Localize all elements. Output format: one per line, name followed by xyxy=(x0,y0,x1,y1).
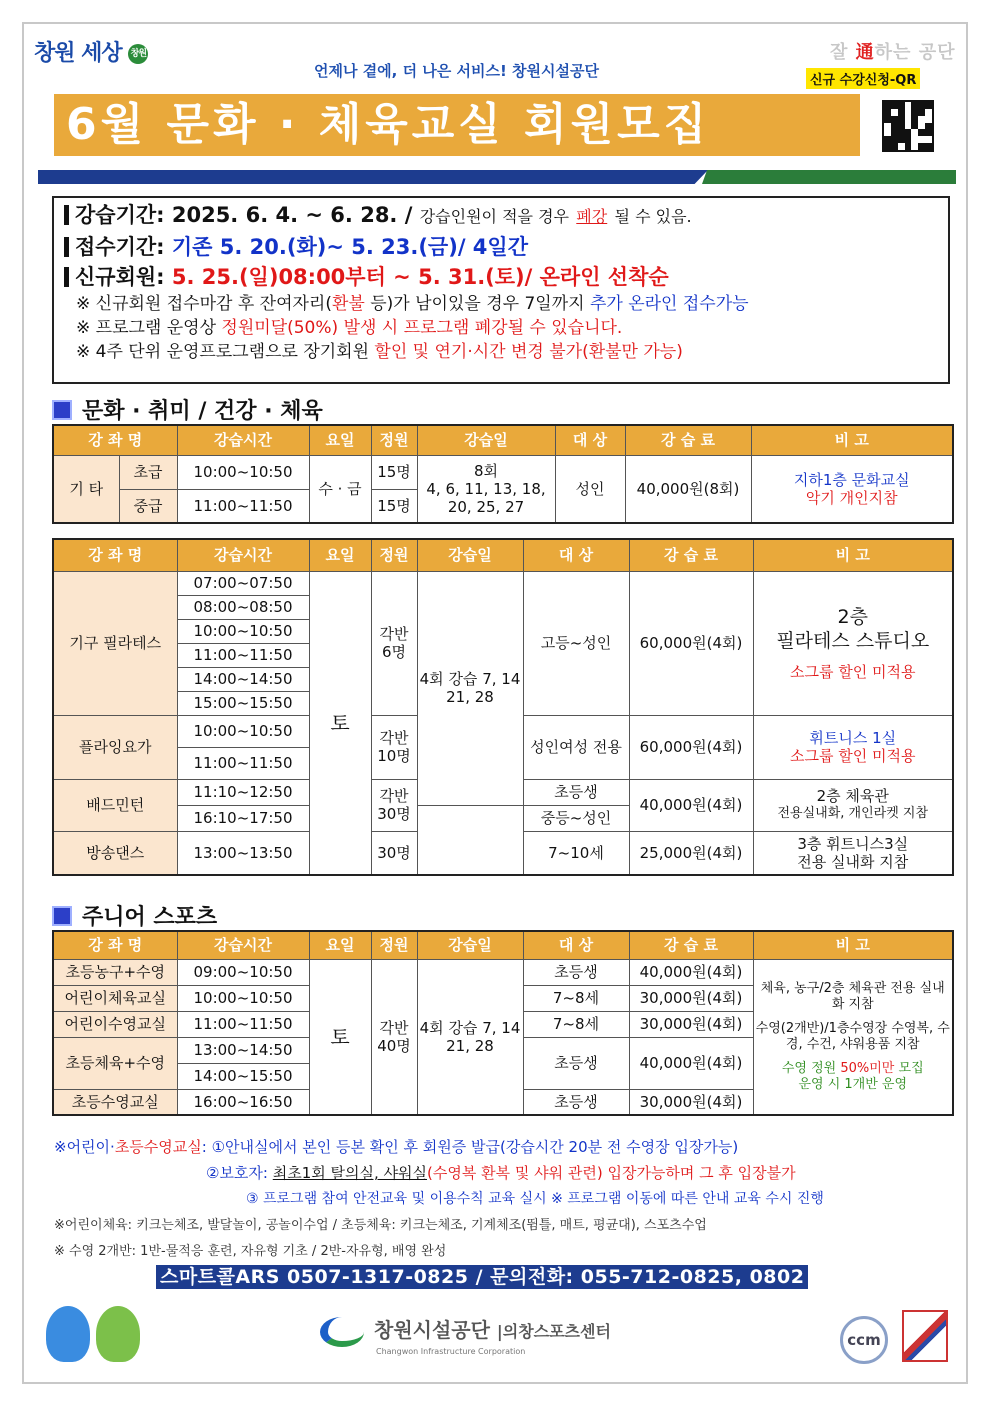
table-row: 15:00~15:50 xyxy=(53,691,953,715)
mascot-icon xyxy=(46,1306,90,1362)
reception-line: 접수기간: 기존 5. 20.(화)~ 5. 23.(금)/ 4일간 xyxy=(64,232,938,262)
poster xyxy=(22,22,968,1384)
section-title-culture: 문화 · 취미 / 건강 · 체육 xyxy=(52,394,323,425)
footer-note-5: ※ 수영 2개반: 1반-물적응 훈련, 자유형 기초 / 2반-자유형, 배영 완성 xyxy=(54,1244,447,1259)
section-title-junior: 주니어 스포츠 xyxy=(52,900,217,931)
table-row: 기 타 초급 10:00~10:50 수 · 금 15명 8회 4, 6, 11, 13, 18, 20, 25, 27 성인 40,000원(8회) 지하1층 문화교실 악기 개인지참 xyxy=(53,455,953,489)
corner-title: 잘 通하는 공단 xyxy=(830,42,956,63)
qr-label: 신규 수강신청-QR xyxy=(806,68,920,89)
note-line: ※ 프로그램 운영상 정원미달(50%) 발생 시 프로그램 폐강될 수 있습니다. xyxy=(76,318,623,338)
table-row: 16:10~17:50 중등~성인 xyxy=(53,805,953,831)
sports-table: 강 좌 명 강습시간 요일 정원 강습일 대 상 강 습 료 비 고 기구 필라테스 07:00~07:50 토 각반 6명 4회 강습 7, 14 21, 28 고등~성인 60,000원(4회) 2층 필라테스 스튜디오 소그룹 할인 미적용 08:00~08:50 10:00~10:50 11:00~11:50 14:00~14:50 15:00~15:50 플라잉요가 10:00~10:50 각반 10명 성인여성 전용 60,000원(4회) 휘트니스 1실 소그룹 할인 미적용 11:00~11:50 배드민턴 11:10~12:50 각반 30명 초등생 40,000원(4회) 2층 체육관 전용실내화, 개인라켓 지참 16:10~17:50 중등~성인 방송댄스 13:00~13:50 30명 7~10세 25,000원(4회) 3층 휘트니스3실 전용 실내화 지참 xyxy=(52,538,954,876)
table-row: 플라잉요가 10:00~10:50 각반 10명 성인여성 전용 60,000원(4회) 휘트니스 1실 소그룹 할인 미적용 xyxy=(53,715,953,747)
divider-bar xyxy=(38,170,708,184)
ccm-badge-icon: ccm xyxy=(840,1316,888,1364)
table-row: 11:00~11:50 xyxy=(53,643,953,667)
logo-mark-icon: 창원 xyxy=(128,44,148,64)
junior-table: 강 좌 명 강습시간 요일 정원 강습일 대 상 강 습 료 비 고 초등농구+수영 09:00~10:50 토 각반 40명 4회 강습 7, 14 21, 28 초등생 40,000원(4회) 체육, 농구/2층 체육관 전용 실내화 지참 수영(2개반)/1층수영장 수영복, 수경, 수건, 샤워용품 지참 수영 정원 50%미만 모집 운영 시 1개반 운영 어린이체육교실 10:00~10:50 7~8세 30,000원(4회) 어린이수영교실 11:00~11:50 7~8세 30,000원(4회) 초등체육+수영 13:00~14:50 초등생 40,000원(4회) 14:00~15:50 초등수영교실 16:00~16:50 초등생 30,000원(4회) xyxy=(52,930,954,1116)
table-row: 방송댄스 13:00~13:50 30명 7~10세 25,000원(4회) 3층 휘트니스3실 전용 실내화 지참 xyxy=(53,831,953,875)
table-row: 중급 11:00~11:50 15명 xyxy=(53,489,953,523)
culture-table: 강 좌 명 강습시간 요일 정원 강습일 대 상 강 습 료 비 고 기 타 초급 10:00~10:50 수 · 금 15명 8회 4, 6, 11, 13, 18, 20, 25, 27 성인 40,000원(8회) 지하1층 문화교실 악기 개인지참 중급 11:00~11:50 15명 xyxy=(52,424,954,524)
footer-note-1: ※어린이·초등수영교실: ①안내실에서 본인 등본 확인 후 회원증 발급(강습시간 20분 전 수영장 입장가능) xyxy=(54,1138,739,1156)
table-row: 어린이수영교실 11:00~11:50 7~8세 30,000원(4회) xyxy=(53,1011,953,1037)
square-bullet-icon xyxy=(52,906,72,926)
contact-phone[interactable]: 스마트콜ARS 0507-1317-0825 / 문의전화: 055-712-0825, 0802 xyxy=(156,1265,808,1289)
table-row: 14:00~14:50 xyxy=(53,667,953,691)
table-row: 초등농구+수영 09:00~10:50 토 각반 40명 4회 강습 7, 14 21, 28 초등생 40,000원(4회) 체육, 농구/2층 체육관 전용 실내화 지참 수영(2개반)/1층수영장 수영복, 수경, 수건, 샤워용품 지참 수영 정원 50%미만 모집 운영 시 1개반 운영 xyxy=(53,959,953,985)
footer-note-2: ②보호자: 최초1회 탈의실, 샤워실(수영복 환복 및 샤워 관련) 입장가능하며 그 후 입장불가 xyxy=(206,1164,796,1182)
table-row: 10:00~10:50 xyxy=(53,619,953,643)
table-row: 11:00~11:50 xyxy=(53,747,953,779)
square-bullet-icon xyxy=(52,400,72,420)
org-logo-icon xyxy=(320,1317,364,1347)
certification-badge-icon xyxy=(902,1310,948,1362)
period-line: 강습기간: 2025. 6. 4. ~ 6. 28. / 강습인원이 적을 경우 폐강 될 수 있음. xyxy=(64,200,938,232)
new-member-line: 신규회원: 5. 25.(일)08:00부터 ~ 5. 31.(토)/ 온라인 선착순 xyxy=(64,262,938,292)
table-row: 14:00~15:50 xyxy=(53,1063,953,1089)
divider-bar-accent xyxy=(702,170,956,184)
table-row: 어린이체육교실 10:00~10:50 7~8세 30,000원(4회) xyxy=(53,985,953,1011)
slogan: 언제나 곁에, 더 나은 서비스! 창원시설공단 xyxy=(314,62,599,80)
table-row: 08:00~08:50 xyxy=(53,595,953,619)
table-row: 초등수영교실 16:00~16:50 초등생 30,000원(4회) xyxy=(53,1089,953,1115)
footer-note-4: ※어린이체육: 키크는체조, 발달놀이, 공놀이수업 / 초등체육: 키크는체조, 기계체조(뜀틀, 매트, 평균대), 스포츠수업 xyxy=(54,1218,707,1233)
qr-code-icon[interactable] xyxy=(882,100,934,152)
city-logo: 창원 세상 창원 xyxy=(34,36,148,67)
footer-note-3: ③ 프로그램 참여 안전교육 및 이용수칙 교육 실시 ※ 프로그램 이동에 따른 안내 교육 수시 진행 xyxy=(246,1191,824,1207)
table-row: 배드민턴 11:10~12:50 각반 30명 초등생 40,000원(4회) 2층 체육관 전용실내화, 개인라켓 지참 xyxy=(53,779,953,805)
org-logo: 창원시설공단 |의창스포츠센터 Changwon Infrastructure Corporation xyxy=(320,1314,611,1356)
table-row: 기구 필라테스 07:00~07:50 토 각반 6명 4회 강습 7, 14 21, 28 고등~성인 60,000원(4회) 2층 필라테스 스튜디오 소그룹 할인 미적용 xyxy=(53,571,953,595)
mascot-icon xyxy=(96,1306,140,1362)
note-line: ※ 4주 단위 운영프로그램으로 장기회원 할인 및 연기·시간 변경 불가(환불만 가능) xyxy=(76,342,683,362)
table-row: 초등체육+수영 13:00~14:50 초등생 40,000원(4회) xyxy=(53,1037,953,1063)
page-title: 6월 문화 · 체육교실 회원모집 xyxy=(54,94,860,156)
note-line: ※ 신규회원 접수마감 후 잔여자리(환불 등)가 남이있을 경우 7일까지 추가 온라인 접수가능 xyxy=(76,294,749,314)
info-box xyxy=(52,196,950,384)
